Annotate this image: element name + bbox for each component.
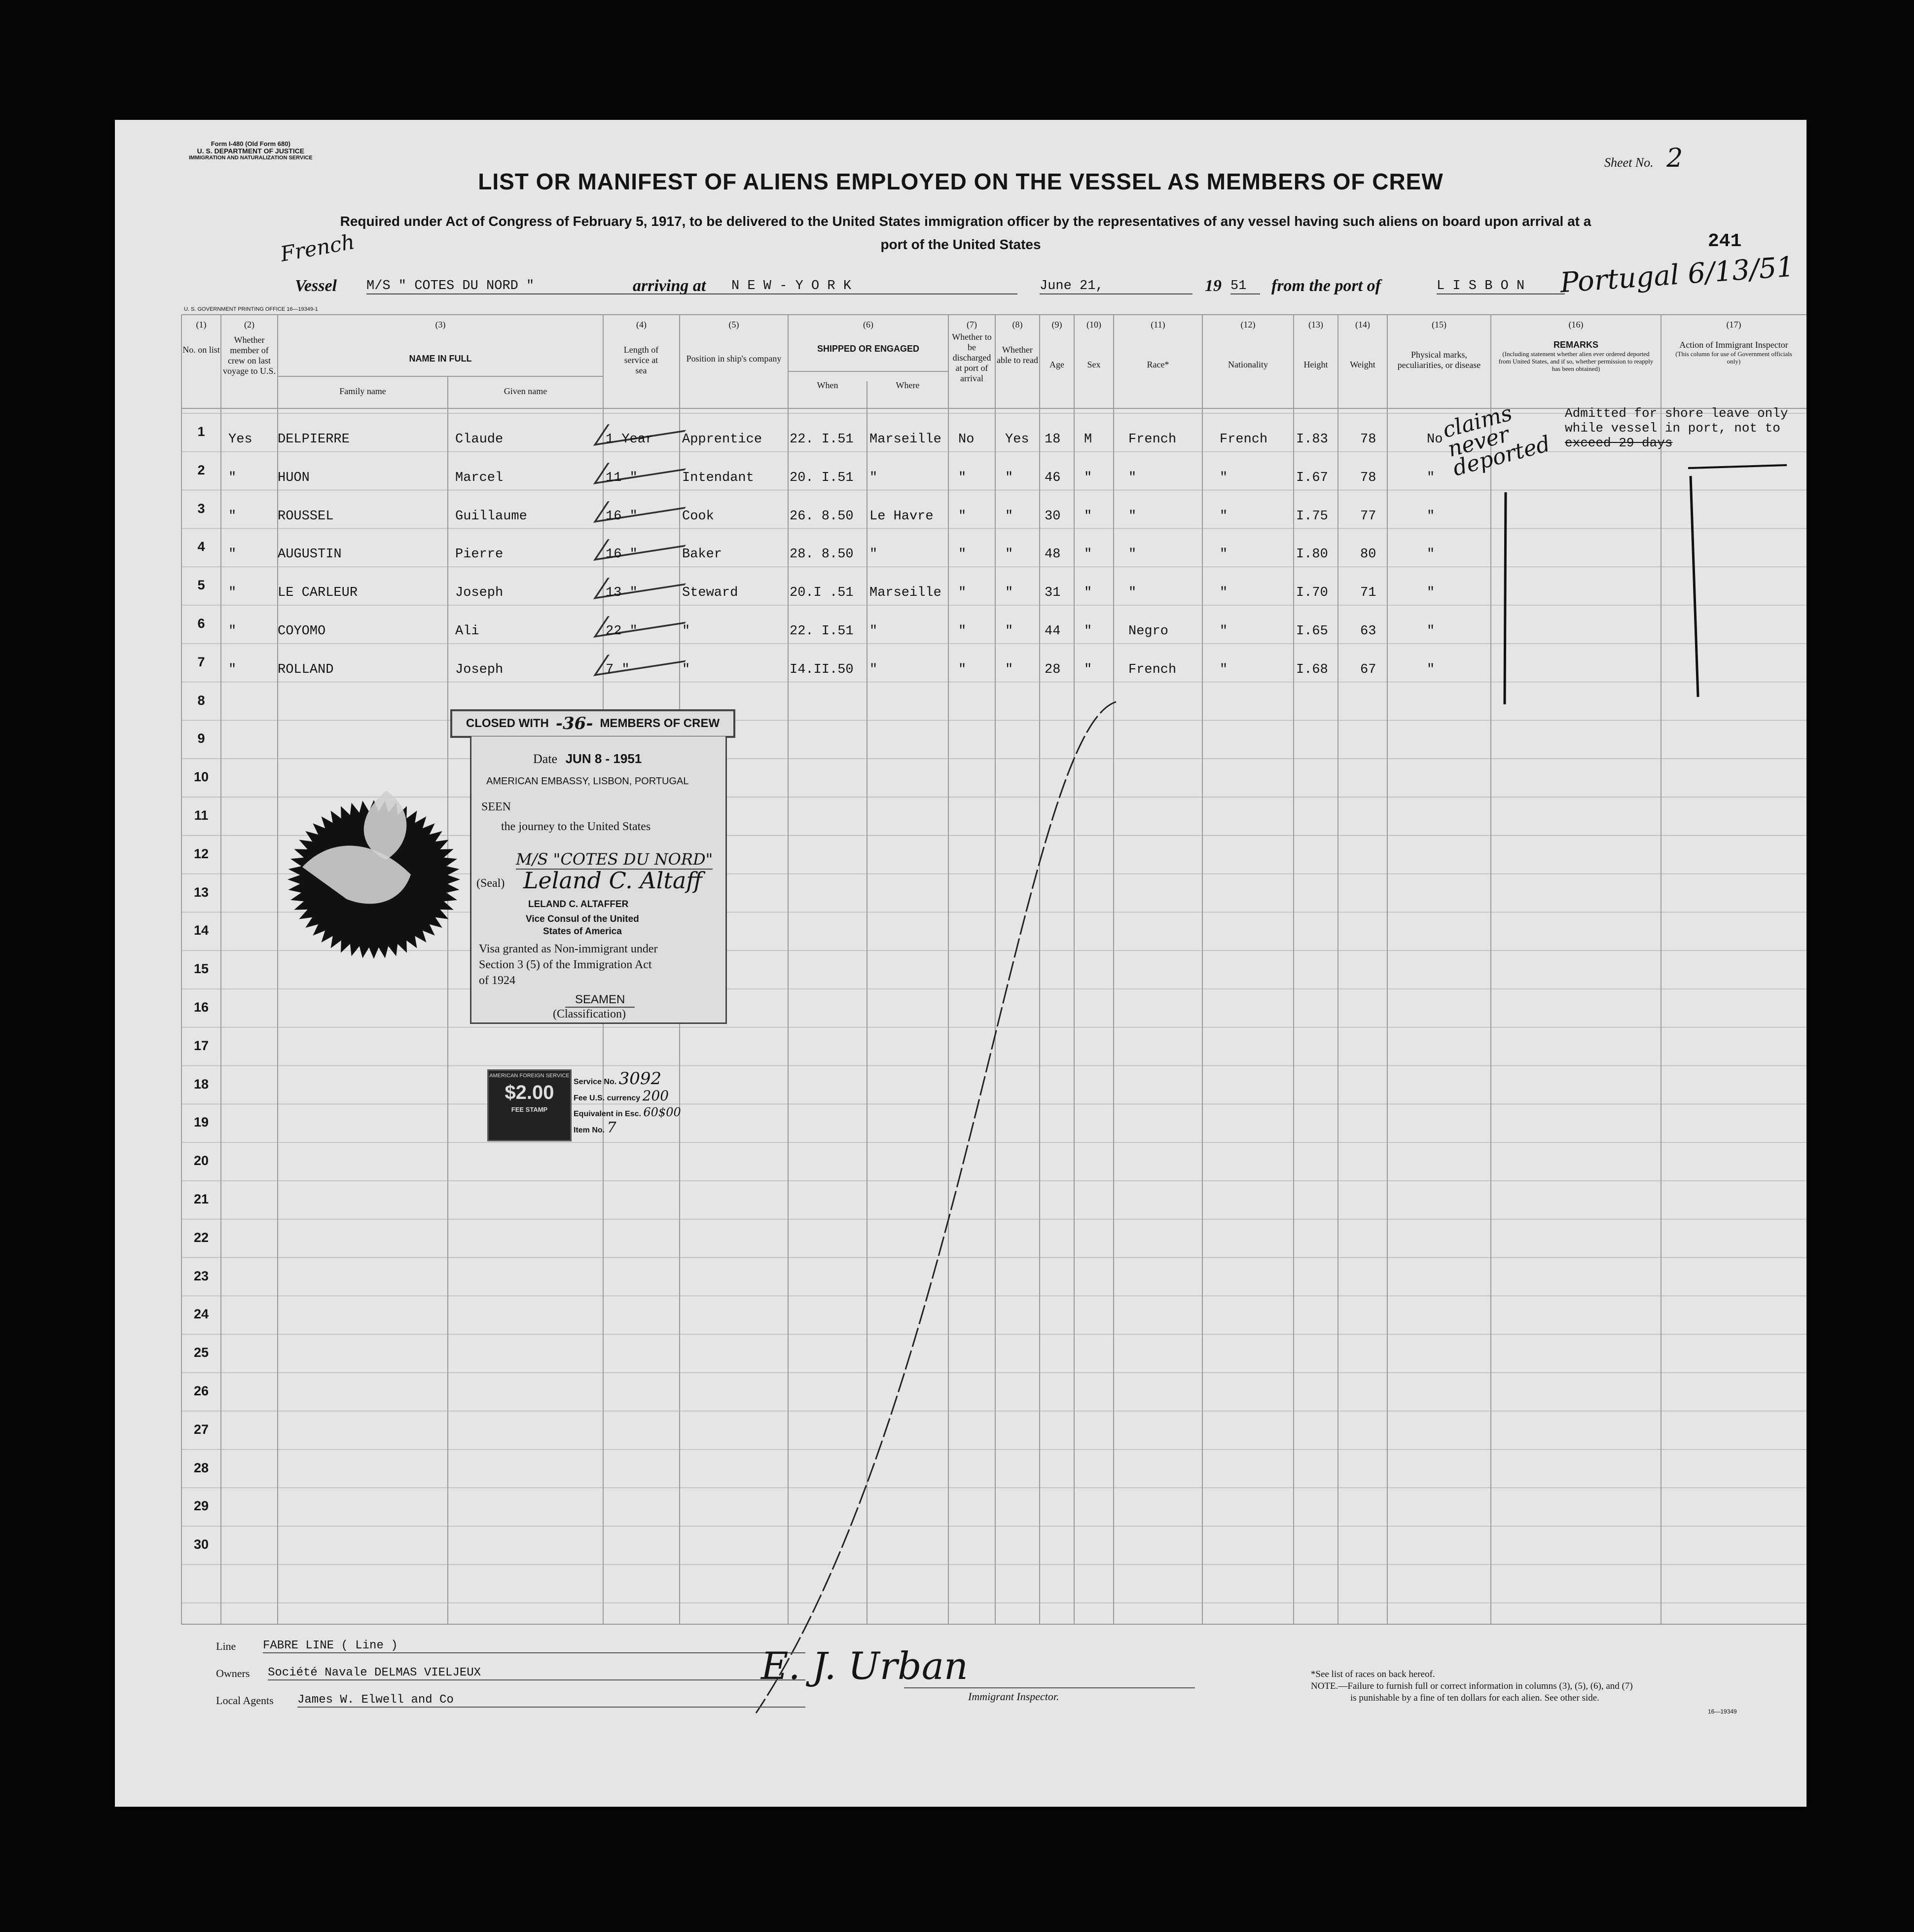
form-number: Form I-480 xyxy=(211,140,244,147)
row-number: 18 xyxy=(193,1076,209,1092)
col2-label: Whether member of crew on last voyage to U.S. xyxy=(223,335,276,376)
visa-seal: (Seal) xyxy=(476,877,505,890)
row-number: 13 xyxy=(193,884,209,900)
crew-shipped-when: 22. I.51 xyxy=(790,432,854,447)
subtitle-line2: port of the United States xyxy=(880,237,1041,252)
equivalent-label: Equivalent in Esc. xyxy=(574,1110,641,1118)
row-number: 14 xyxy=(193,923,209,938)
crew-family-name: LE CARLEUR xyxy=(278,585,358,601)
crew-race: French xyxy=(1128,432,1177,447)
owners-label: Owners xyxy=(216,1667,250,1679)
handwritten-port: Portugal 6/13/51 xyxy=(1559,251,1795,299)
crew-height: I.75 xyxy=(1296,509,1328,524)
visa-signature: Leland C. Altaff xyxy=(523,867,702,894)
closed-suffix: MEMBERS OF CREW xyxy=(600,717,720,730)
row-number: 23 xyxy=(193,1268,209,1283)
col13-label: Height xyxy=(1303,360,1328,369)
visa-grant-line2: Section 3 (5) of the Immigration Act xyxy=(479,958,652,971)
col15-number: (15) xyxy=(1432,320,1446,329)
visa-classification-label: (Classification) xyxy=(553,1008,626,1021)
crew-service-length: 1 Year xyxy=(606,432,654,447)
col13-number: (13) xyxy=(1308,320,1323,329)
crew-prev-voyage: " xyxy=(228,585,237,601)
remarks-line2: while vessel in port, not to xyxy=(1565,421,1780,436)
crew-race: " xyxy=(1128,509,1137,524)
penalty-note-line2: is punishable by a fine of ten dollars for each alien. See other side. xyxy=(1350,1693,1599,1703)
crew-prev-voyage: Yes xyxy=(228,432,253,447)
crew-shipped-when: 20.I .51 xyxy=(790,585,854,601)
year-prefix: 19 xyxy=(1205,277,1222,295)
col8-number: (8) xyxy=(1012,320,1023,329)
visa-officer: LELAND C. ALTAFFER xyxy=(528,899,629,910)
col9-label: Age xyxy=(1049,360,1064,369)
col1-label: No. on list xyxy=(182,345,220,355)
row-number: 9 xyxy=(197,731,205,746)
crew-age: 48 xyxy=(1045,547,1061,562)
page-title: LIST OR MANIFEST OF ALIENS EMPLOYED ON THE VESSEL AS MEMBERS OF CREW xyxy=(478,169,1444,194)
crew-given-name: Marcel xyxy=(455,470,504,485)
row-number: 19 xyxy=(193,1115,209,1130)
col10-number: (10) xyxy=(1086,320,1101,329)
vessel-label: Vessel xyxy=(295,277,337,295)
local-agents-value: James W. Elwell and Co xyxy=(297,1693,805,1708)
crew-shipped-when: 28. 8.50 xyxy=(790,547,854,562)
col14-label: Weight xyxy=(1350,360,1375,369)
handwritten-nationality: French xyxy=(278,229,357,266)
crew-prev-voyage: " xyxy=(228,509,237,524)
crew-able-to-read: " xyxy=(1005,585,1013,601)
row-number: 6 xyxy=(197,616,205,631)
crew-shipped-where: " xyxy=(869,470,878,485)
remarks-line3: exceed 29 days xyxy=(1565,436,1673,450)
row-number: 2 xyxy=(197,462,205,477)
row-number: 24 xyxy=(193,1307,209,1322)
remarks-handwritten: claims never deported xyxy=(1440,400,1553,481)
col6-label: SHIPPED OR ENGAGED xyxy=(817,344,920,354)
row-number: 21 xyxy=(193,1192,209,1206)
port-value: L I S B O N xyxy=(1437,279,1565,294)
col3-number: (3) xyxy=(435,320,446,329)
closed-with-stamp xyxy=(450,709,735,738)
col16-label: REMARKS xyxy=(1553,340,1598,350)
crew-sex: " xyxy=(1084,509,1092,524)
remarks-line1: Admitted for shore leave only xyxy=(1565,406,1788,421)
crew-physical-marks: " xyxy=(1427,547,1435,562)
visa-stamp xyxy=(470,736,727,1024)
owners-value: Société Navale DELMAS VIELJEUX xyxy=(268,1666,805,1680)
crew-shipped-when: I4.II.50 xyxy=(790,662,854,677)
crew-sex: " xyxy=(1084,662,1092,677)
sheet-label: Sheet No. xyxy=(1604,155,1654,170)
row-number: 28 xyxy=(193,1460,209,1475)
row-number: 3 xyxy=(197,501,205,516)
crew-physical-marks: " xyxy=(1427,662,1435,677)
crew-shipped-when: 22. I.51 xyxy=(790,624,854,639)
crew-prev-voyage: " xyxy=(228,547,237,562)
col5-label: Position in ship's company xyxy=(686,354,782,364)
crew-discharged: " xyxy=(958,547,967,562)
crew-shipped-where: Le Havre xyxy=(869,509,934,524)
crew-discharged: " xyxy=(958,470,967,485)
crew-race: French xyxy=(1128,662,1177,677)
crew-weight: 78 xyxy=(1360,432,1376,447)
visa-journey: the journey to the United States xyxy=(501,820,651,833)
crew-height: I.68 xyxy=(1296,662,1328,677)
penalty-note-line1: NOTE.—Failure to furnish full or correct information in columns (3), (5), (6), and (7) xyxy=(1311,1681,1633,1691)
col15-label: Physical marks, peculiarities, or disease xyxy=(1397,350,1481,370)
crew-shipped-where: Marseille xyxy=(869,585,941,601)
row-number: 1 xyxy=(197,424,205,439)
crew-shipped-where: " xyxy=(869,662,878,677)
crew-family-name: ROLLAND xyxy=(278,662,334,677)
row-number: 17 xyxy=(193,1038,209,1053)
col17-number: (17) xyxy=(1726,320,1741,329)
race-note: *See list of races on back hereof. xyxy=(1311,1669,1435,1679)
col9-number: (9) xyxy=(1051,320,1062,329)
row-number: 7 xyxy=(197,654,205,669)
fee-stamp xyxy=(487,1069,572,1141)
fee-stamp-top: AMERICAN FOREIGN SERVICE xyxy=(489,1073,570,1079)
printing-office: U. S. GOVERNMENT PRINTING OFFICE 16—19349-1 xyxy=(184,306,318,312)
col3-label: NAME IN FULL xyxy=(409,354,472,364)
crew-sex: " xyxy=(1084,585,1092,601)
visa-embassy: AMERICAN EMBASSY, LISBON, PORTUGAL xyxy=(486,776,689,787)
col12-label: Nationality xyxy=(1228,360,1268,369)
crew-age: 28 xyxy=(1045,662,1061,677)
crew-able-to-read: Yes xyxy=(1005,432,1029,447)
page-number: 241 xyxy=(1708,231,1742,252)
crew-able-to-read: " xyxy=(1005,662,1013,677)
crew-height: I.83 xyxy=(1296,432,1328,447)
crew-position: Intendant xyxy=(682,470,754,485)
visa-title-line1: Vice Consul of the United xyxy=(526,914,639,924)
crew-given-name: Guillaume xyxy=(455,509,527,524)
embassy-seal xyxy=(288,781,465,968)
crew-physical-marks: " xyxy=(1427,509,1435,524)
crew-service-length: 7 " xyxy=(606,662,630,677)
row-number: 8 xyxy=(197,693,205,708)
crew-weight: 67 xyxy=(1360,662,1376,677)
manifest-sheet xyxy=(115,120,1806,1807)
crew-physical-marks: " xyxy=(1427,470,1435,485)
crew-family-name: ROUSSEL xyxy=(278,509,334,524)
col6-when-label: When xyxy=(817,380,838,390)
crew-physical-marks: " xyxy=(1427,585,1435,601)
crew-prev-voyage: " xyxy=(228,662,237,677)
crew-height: I.65 xyxy=(1296,624,1328,639)
item-label: Item No. xyxy=(574,1126,605,1134)
crew-nationality: " xyxy=(1220,509,1228,524)
crew-prev-voyage: " xyxy=(228,624,237,639)
col6-number: (6) xyxy=(863,320,873,329)
visa-grant-line3: of 1924 xyxy=(479,974,515,987)
col1-number: (1) xyxy=(196,320,207,329)
crew-age: 31 xyxy=(1045,585,1061,601)
closed-count: -36- xyxy=(555,714,593,733)
crew-position: " xyxy=(682,662,690,677)
col2-number: (2) xyxy=(244,320,254,329)
crew-weight: 77 xyxy=(1360,509,1376,524)
crew-position: Steward xyxy=(682,585,738,601)
vessel-value: M/S " COTES DU NORD " xyxy=(366,279,736,294)
form-id-block xyxy=(189,141,313,161)
col12-number: (12) xyxy=(1240,320,1256,329)
row-number: 25 xyxy=(193,1345,209,1360)
arrival-date: June 21, xyxy=(1040,279,1192,294)
crew-age: 46 xyxy=(1045,470,1061,485)
col8-label: Whether able to read xyxy=(997,345,1038,365)
visa-vessel: M/S "COTES DU NORD" xyxy=(516,850,713,869)
crew-sex: " xyxy=(1084,624,1092,639)
col6-where-label: Where xyxy=(896,380,920,390)
crew-family-name: AUGUSTIN xyxy=(278,547,342,562)
crew-race: " xyxy=(1128,547,1137,562)
service-no-value: 3092 xyxy=(618,1069,662,1089)
col3-family-label: Family name xyxy=(339,386,386,396)
crew-service-length: 22 " xyxy=(606,624,638,639)
crew-discharged: " xyxy=(958,509,967,524)
crew-shipped-when: 26. 8.50 xyxy=(790,509,854,524)
col3-given-label: Given name xyxy=(504,386,547,396)
crew-able-to-read: " xyxy=(1005,624,1013,639)
service-name: IMMIGRATION AND NATURALIZATION SERVICE xyxy=(189,155,313,161)
visa-seen: SEEN xyxy=(481,801,511,813)
line-label: Line xyxy=(216,1640,236,1652)
subtitle-line1: Required under Act of Congress of February 5, 1917, to be delivered to the United States immigration officer by the representatives of any vessel having such aliens on board upon arrival at a xyxy=(340,214,1591,229)
crew-nationality: " xyxy=(1220,585,1228,601)
department-name: U. S. DEPARTMENT OF JUSTICE xyxy=(197,147,305,155)
crew-race: " xyxy=(1128,470,1137,485)
crew-physical-marks: No xyxy=(1427,432,1443,447)
crew-given-name: Joseph xyxy=(455,585,504,601)
closed-prefix: CLOSED WITH xyxy=(466,717,549,730)
visa-classification-value: SEAMEN xyxy=(565,993,635,1008)
crew-weight: 63 xyxy=(1360,624,1376,639)
col5-number: (5) xyxy=(728,320,739,329)
year-value: 51 xyxy=(1230,279,1260,294)
col17-note: (This column for use of Government officials only) xyxy=(1675,350,1792,365)
crew-weight: 71 xyxy=(1360,585,1376,601)
row-number: 27 xyxy=(193,1422,209,1437)
row-number: 20 xyxy=(193,1153,209,1168)
col4-label: Length of service at sea xyxy=(623,345,659,375)
crew-height: I.70 xyxy=(1296,585,1328,601)
row-number: 16 xyxy=(193,1000,209,1015)
fee-stamp-value: $2.00 xyxy=(505,1082,554,1103)
row-number: 10 xyxy=(193,769,209,785)
crew-nationality: " xyxy=(1220,624,1228,639)
crew-weight: 78 xyxy=(1360,470,1376,485)
crew-service-length: 16 " xyxy=(606,547,638,562)
row-number: 4 xyxy=(197,539,205,554)
from-port-label: from the port of xyxy=(1271,277,1381,295)
col11-label: Race* xyxy=(1147,360,1169,369)
crew-position: " xyxy=(682,624,690,639)
fee-label: Fee U.S. currency xyxy=(574,1094,641,1102)
row-number: 12 xyxy=(193,846,209,861)
sheet-value: 2 xyxy=(1666,144,1683,173)
row-number: 26 xyxy=(193,1384,209,1398)
service-no-label: Service No. xyxy=(574,1078,617,1086)
crew-physical-marks: " xyxy=(1427,624,1435,639)
remarks-typed xyxy=(1565,406,1788,450)
crew-nationality: " xyxy=(1220,662,1228,677)
fee-record xyxy=(574,1069,681,1137)
crew-given-name: Ali xyxy=(455,624,479,639)
crew-shipped-where: " xyxy=(869,547,878,562)
col7-number: (7) xyxy=(967,320,977,329)
crew-race: Negro xyxy=(1128,624,1169,639)
crew-discharged: " xyxy=(958,624,967,639)
row-number: 5 xyxy=(197,578,205,593)
crew-weight: 80 xyxy=(1360,547,1376,562)
col16-number: (16) xyxy=(1568,320,1584,329)
crew-race: " xyxy=(1128,585,1137,601)
crew-height: I.67 xyxy=(1296,470,1328,485)
crew-nationality: " xyxy=(1220,547,1228,562)
col10-label: Sex xyxy=(1087,360,1101,369)
fee-value: 200 xyxy=(642,1088,669,1104)
crew-age: 18 xyxy=(1045,432,1061,447)
crew-position: Apprentice xyxy=(682,432,762,447)
row-number: 30 xyxy=(193,1537,209,1552)
visa-date-label: Date xyxy=(533,752,558,766)
crew-service-length: 11 " xyxy=(606,470,638,485)
arriving-label: arriving at xyxy=(633,277,706,295)
crew-discharged: " xyxy=(958,662,967,677)
footer-notes xyxy=(1311,1669,1633,1704)
row-number: 11 xyxy=(194,808,209,823)
crew-shipped-where: " xyxy=(869,624,878,639)
crew-sex: M xyxy=(1084,432,1092,447)
crew-position: Cook xyxy=(682,509,714,524)
crew-able-to-read: " xyxy=(1005,509,1013,524)
crew-shipped-when: 20. I.51 xyxy=(790,470,854,485)
visa-title-line2: States of America xyxy=(543,926,622,937)
visa-date-value: JUN 8 - 1951 xyxy=(565,751,642,766)
visa-grant-line1: Visa granted as Non-immigrant under xyxy=(479,943,658,955)
item-value: 7 xyxy=(607,1119,616,1136)
line-value: FABRE LINE ( Line ) xyxy=(263,1639,805,1653)
crew-shipped-where: Marseille xyxy=(869,432,941,447)
crew-family-name: HUON xyxy=(278,470,310,485)
crew-prev-voyage: " xyxy=(228,470,237,485)
crew-discharged: " xyxy=(958,585,967,601)
row-number: 29 xyxy=(193,1498,209,1514)
crew-sex: " xyxy=(1084,470,1092,485)
arriving-value: N E W - Y O R K xyxy=(731,279,1017,294)
row-number: 22 xyxy=(193,1230,209,1245)
form-old-number: (Old Form 680) xyxy=(245,140,290,147)
col4-number: (4) xyxy=(636,320,647,329)
crew-able-to-read: " xyxy=(1005,470,1013,485)
crew-given-name: Pierre xyxy=(455,547,504,562)
col7-label: Whether to be discharged at port of arrival xyxy=(952,332,992,383)
form-code: 16—19349 xyxy=(1708,1708,1737,1715)
visa-grant-text xyxy=(479,941,657,988)
crew-nationality: French xyxy=(1220,432,1268,447)
crew-sex: " xyxy=(1084,547,1092,562)
col16-note: (Including statement whether alien ever ordered deported from United States, and if so, whether permission to reapply has been obtained) xyxy=(1498,350,1654,372)
crew-discharged: No xyxy=(958,432,975,447)
col11-number: (11) xyxy=(1151,320,1165,329)
col17-label: Action of Immigrant Inspector xyxy=(1679,340,1788,350)
row-number: 15 xyxy=(193,961,209,977)
inspector-label: Immigrant Inspector. xyxy=(968,1690,1059,1703)
crew-height: I.80 xyxy=(1296,547,1328,562)
crew-nationality: " xyxy=(1220,470,1228,485)
col14-number: (14) xyxy=(1355,320,1370,329)
crew-family-name: COYOMO xyxy=(278,624,326,639)
inspector-signature: E. J. Urban xyxy=(761,1644,968,1688)
crew-age: 30 xyxy=(1045,509,1061,524)
crew-given-name: Claude xyxy=(455,432,504,447)
fee-stamp-bottom: FEE STAMP xyxy=(511,1106,548,1113)
crew-age: 44 xyxy=(1045,624,1061,639)
local-agents-label: Local Agents xyxy=(216,1694,274,1707)
crew-service-length: 13 " xyxy=(606,585,638,601)
crew-able-to-read: " xyxy=(1005,547,1013,562)
crew-position: Baker xyxy=(682,547,722,562)
crew-service-length: 16 " xyxy=(606,509,638,524)
crew-family-name: DELPIERRE xyxy=(278,432,350,447)
equivalent-value: 60$00 xyxy=(643,1105,681,1119)
crew-given-name: Joseph xyxy=(455,662,504,677)
